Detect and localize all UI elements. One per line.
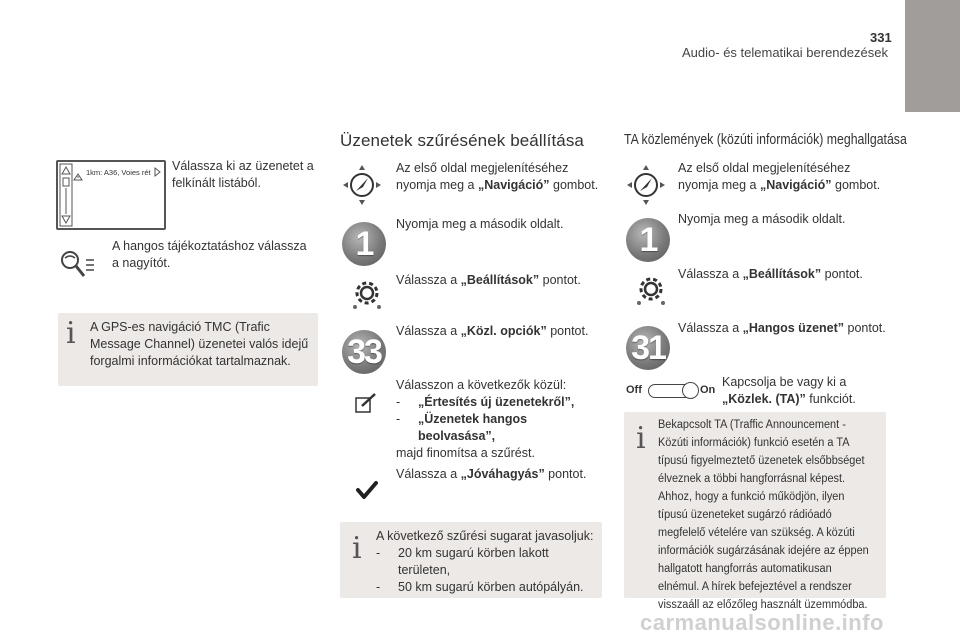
page-number: 331: [870, 30, 892, 45]
middle-section-title: Üzenetek szűrésének beállítása: [340, 131, 584, 150]
right-step-toggle-ta: Kapcsolja be vagy ki a „Közlek. (TA)” funkciót.: [722, 375, 856, 406]
nav-screen-thumbnail: [56, 160, 166, 230]
info-icon: i: [352, 531, 362, 566]
left-step-magnifier: A hangos tájékoztatáshoz válassza a nagyítót.: [112, 239, 307, 270]
info-icon: i: [66, 316, 76, 351]
running-title: Audio- és telematikai berendezések: [682, 45, 888, 60]
step-badge-1: 1: [626, 218, 670, 262]
middle-step-navigation: Az első oldal megjelenítéséhez nyomja meg a „Navigáció” gombot.: [396, 161, 599, 192]
magnifier-voice-icon: [58, 248, 100, 282]
toggle-on-label: On: [700, 384, 716, 396]
left-note-text: A GPS-es navigáció TMC (Trafic Message Channel) üzenetei valós idejű forgalmi információkat tartalmaznak.: [90, 320, 309, 368]
step-badge-33: 33: [342, 330, 386, 374]
toggle-off-label: Off: [626, 384, 642, 396]
right-info-note: [624, 412, 886, 611]
middle-info-note: [340, 522, 602, 598]
watermark: carmanualsonline.info: [640, 610, 884, 635]
right-step-settings: Válassza a „Beállítások” pontot.: [678, 267, 863, 281]
right-step-navigation: Az első oldal megjelenítéséhez nyomja meg a „Navigáció” gombot.: [678, 161, 881, 192]
right-section-title: TA közlemények (közúti információk) meghallgatása: [624, 131, 907, 148]
step-badge-1: 1: [342, 222, 386, 266]
middle-choose-list: Válasszon a következők közül: - „Értesítés új üzenetekről”, - „Üzenetek hangos beolvasása”, majd finomítsa a szűrést.: [396, 378, 575, 460]
corner-tab: [905, 0, 960, 112]
left-info-note: [58, 313, 318, 386]
middle-step-second-page: Nyomja meg a második oldalt.: [396, 217, 564, 231]
middle-step-settings: Válassza a „Beállítások” pontot.: [396, 273, 581, 287]
checkmark-icon: [356, 480, 378, 500]
right-note-text: Bekapcsolt TA (Traffic Announcement - Közúti információk) funkció esetén a TA típusú figyelmeztető üzenetek elsőbbséget élveznek a többi hangforrásnal képest. Ahhoz, hogy a funkció működjön, ilyen típusú üzeneteket sugárzó rádióadó megfelelő vételére van szükség. A közúti információk sugárzásának idejére az éppen hallgatott hangforrás automatikusan elnémul. A hírek befejeztével a rendszer visszaáll az előzőleg használt üzemmódba.: [658, 419, 869, 611]
navigation-button-icon: [342, 163, 382, 207]
navigation-button-icon: [626, 163, 666, 207]
screen-message-label: 1km: A36, Voies rét: [86, 168, 151, 177]
settings-gear-icon: [350, 278, 384, 312]
right-step-voice-message: Válassza a „Hangos üzenet” pontot.: [678, 321, 886, 335]
right-step-second-page: Nyomja meg a második oldalt.: [678, 212, 846, 226]
info-icon: i: [636, 421, 646, 456]
edit-filter-icon: [354, 392, 378, 414]
ta-toggle-switch: [626, 380, 718, 402]
step-badge-31: 31: [626, 326, 670, 370]
middle-step-options: Válassza a „Közl. opciók” pontot.: [396, 324, 589, 338]
middle-note-text: A következő szűrési sugarat javasoljuk: - 20 km sugarú körben lakott területen, - 50 km sugarú körben autópályán.: [376, 529, 594, 594]
left-step-select-message: Válassza ki az üzenetet a felkínált listából.: [172, 159, 314, 190]
middle-step-confirm: Válassza a „Jóváhagyás” pontot.: [396, 467, 587, 481]
toggle-knob: [682, 382, 699, 399]
settings-gear-icon: [634, 274, 668, 308]
